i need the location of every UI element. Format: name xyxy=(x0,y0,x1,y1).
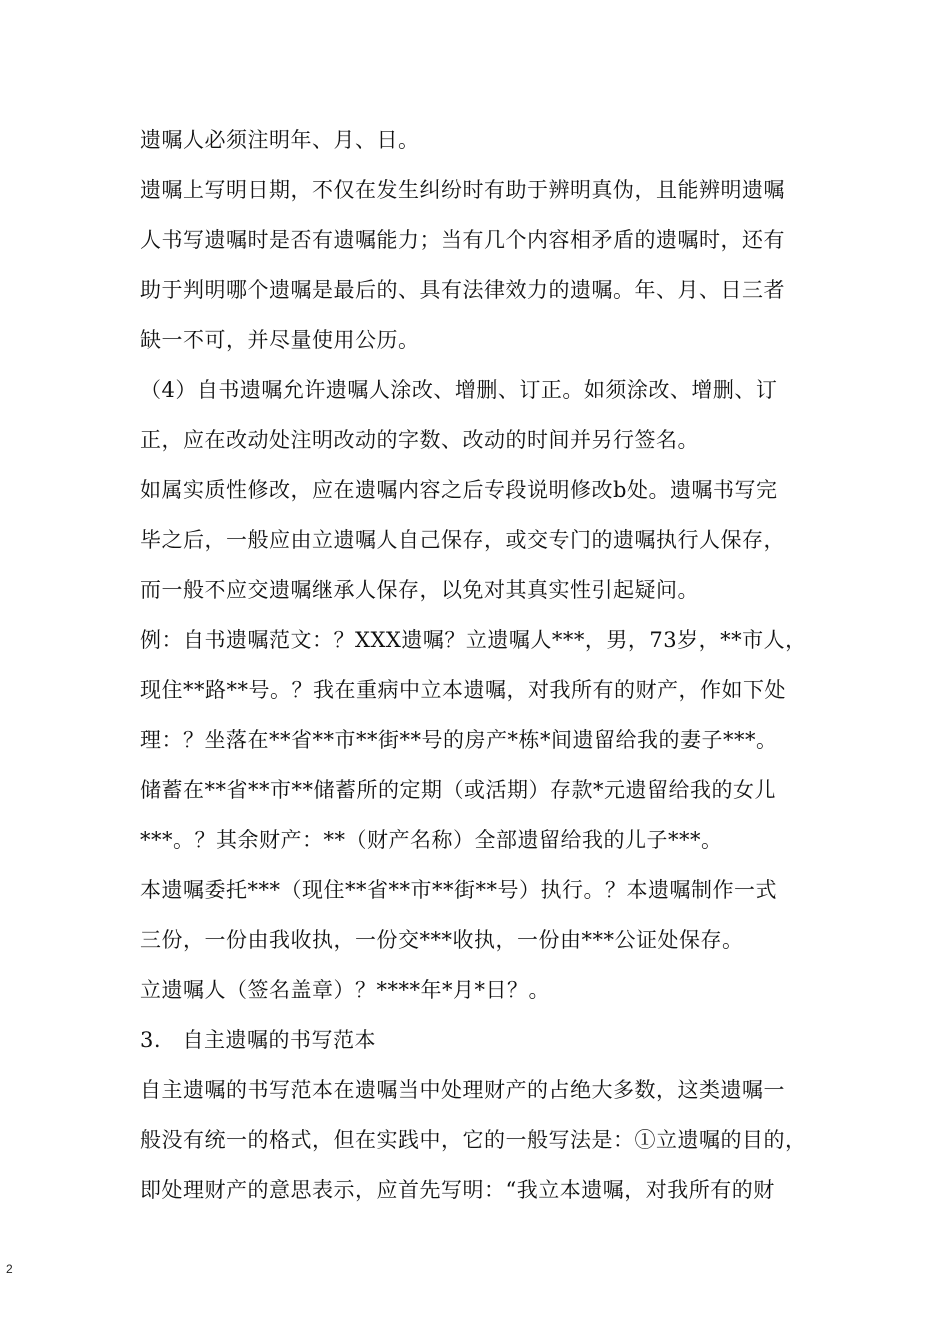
text-line: （4）自书遗嘱允许遗嘱人涂改、增删、订正。如须涂改、增删、订 xyxy=(140,378,778,402)
text-line: 三份，一份由我收执，一份交***收执，一份由***公证处保存。 xyxy=(140,928,744,952)
text-line: 人书写遗嘱时是否有遗嘱能力；当有几个内容相矛盾的遗嘱时，还有 xyxy=(140,228,785,252)
text-line: 本遗嘱委托***（现住**省**市**街**号）执行。？本遗嘱制作一式 xyxy=(140,878,777,902)
text-line: 即处理财产的意思表示，应首先写明：“我立本遗嘱，对我所有的财 xyxy=(140,1178,775,1202)
text-line: 般没有统一的格式，但在实践中，它的一般写法是：①立遗嘱的目的， xyxy=(140,1128,807,1152)
text-line: 正，应在改动处注明改动的字数、改动的时间并另行签名。 xyxy=(140,428,699,452)
text-line: 立遗嘱人（签名盖章）？****年*月*日？。 xyxy=(140,978,550,1002)
text-line: 理：？坐落在**省**市**街**号的房产*栋*间遗留给我的妻子***。 xyxy=(140,728,778,752)
text-line: 遗嘱上写明日期，不仅在发生纠纷时有助于辨明真伪，且能辨明遗嘱 xyxy=(140,178,785,202)
text-line: 如属实质性修改，应在遗嘱内容之后专段说明修改b处。遗嘱书写完 xyxy=(140,478,778,502)
text-line: ***。？其余财产：**（财产名称）全部遗留给我的儿子***。 xyxy=(140,828,723,852)
page-number: 2 xyxy=(6,1262,13,1276)
text-line: 自主遗嘱的书写范本在遗嘱当中处理财产的占绝大多数，这类遗嘱一 xyxy=(140,1078,785,1102)
text-line: 储蓄在**省**市**储蓄所的定期（或活期）存款*元遗留给我的女儿 xyxy=(140,778,776,802)
text-line: 遗嘱人必须注明年、月、日。 xyxy=(140,128,420,152)
text-line: 毕之后，一般应由立遗嘱人自己保存，或交专门的遗嘱执行人保存， xyxy=(140,528,785,552)
text-line: 缺一不可，并尽量使用公历。 xyxy=(140,328,420,352)
text-line: 助于判明哪个遗嘱是最后的、具有法律效力的遗嘱。年、月、日三者 xyxy=(140,278,785,302)
section-heading: 3. 自主遗嘱的书写范本 xyxy=(140,1028,377,1052)
text-line: 例：自书遗嘱范文：？XXX遗嘱？立遗嘱人***，男，73岁，**市人， xyxy=(140,628,807,652)
text-line: 现住**路**号。？我在重病中立本遗嘱，对我所有的财产，作如下处 xyxy=(140,678,786,702)
text-line: 而一般不应交遗嘱继承人保存，以免对其真实性引起疑问。 xyxy=(140,578,699,602)
